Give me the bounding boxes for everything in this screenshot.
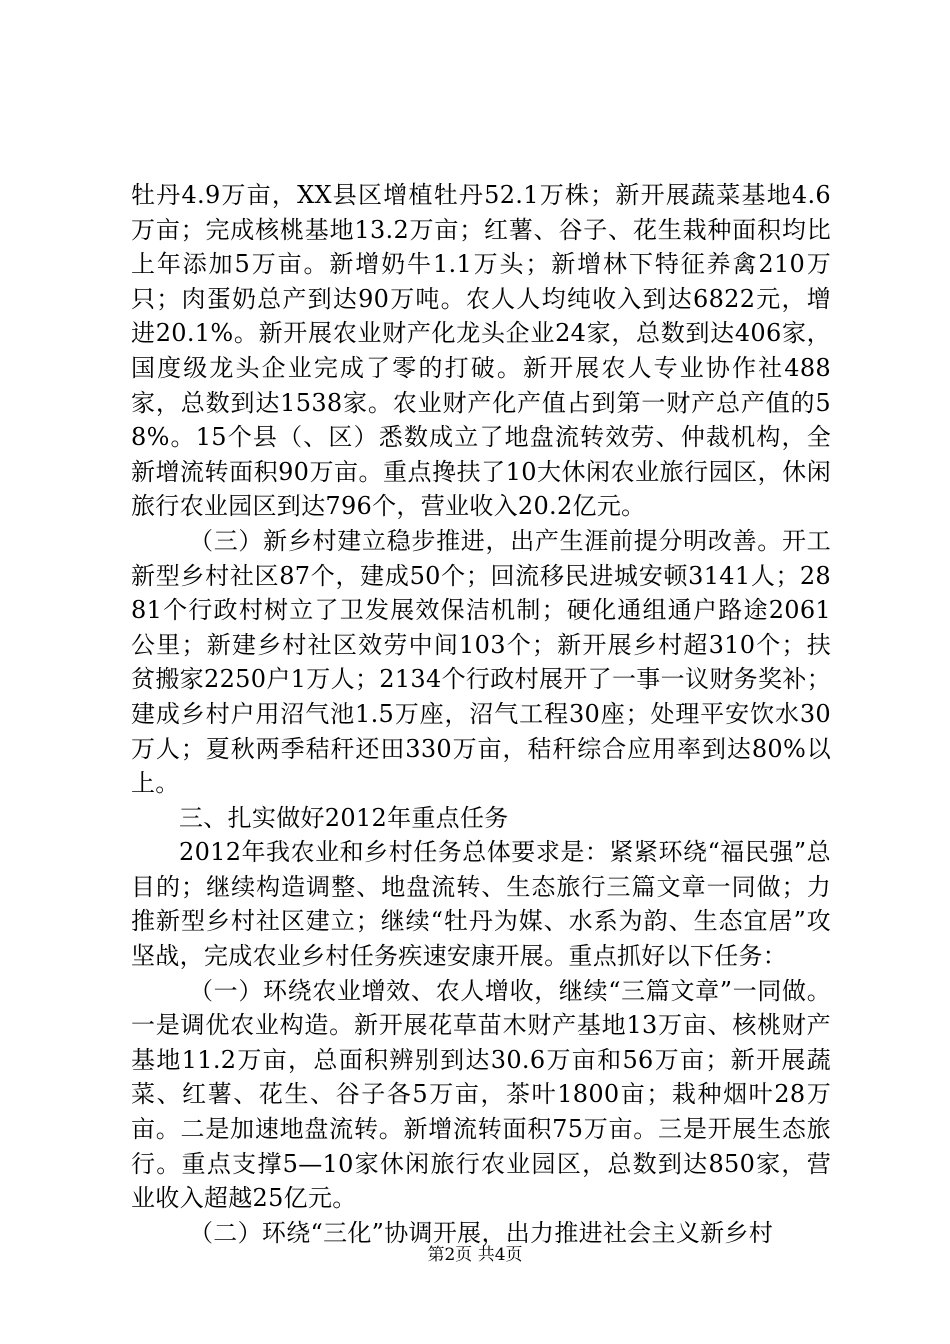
paragraph-output-summary: 牡丹4.9万亩，XX县区增植牡丹52.1万株；新开展蔬菜基地4.6万亩；完成核桃基地13.2万亩；红薯、谷子、花生栽种面积均比上年添加5万亩。新增奶牛1.1万头；新增林下特征养禽210万只；肉蛋奶总产到达90万吨。农人人均纯收入到达6822元，增进20.1%。新开展农业财产化龙头企业24家，总数到达406家，国度级龙头企业完成了零的打破。新开展农人专业协作社488家，总数到达1538家。农业财产化产值占到第一财产总产值的58%。15个县（、区）悉数成立了地盘流转效劳、仲裁机构，全新增流转面积90万亩。重点搀扶了10大休闲农业旅行园区，休闲旅行农业园区到达796个，营业收入20.2亿元。 bbox=[131, 181, 831, 521]
paragraph-agriculture-efficiency: （一）环绕农业增效、农人增收，继续“三篇文章”一同做。一是调优农业构造。新开展花草苗木财产基地13万亩、核桃财产基地11.2万亩，总面积辨别到达30.6万亩和56万亩；新开展蔬菜、红薯、花生、谷子各5万亩，茶叶1800亩；栽种烟叶28万亩。二是加速地盘流转。新增流转面积75万亩。三是开展生态旅行。重点支撑5—10家休闲旅行农业园区，总数到达850家，营业收入超越25亿元。 bbox=[131, 976, 831, 1213]
section-heading-2012-tasks: 三、扎实做好2012年重点任务 bbox=[179, 803, 509, 832]
page-number-footer: 第2页 共4页 bbox=[427, 1245, 523, 1265]
paragraph-new-village-construction: （三）新乡村建立稳步推进，出产生涯前提分明改善。开工新型乡村社区87个，建成50个；回流移民进城安顿3141人；2881个行政村树立了卫发展效保洁机制；硬化通组通户路途2061公里；新建乡村社区效劳中间103个；新开展乡村超310个；扶贫搬家2250户1万人；2134个行政村展开了一事一议财务奖补；建成乡村户用沼气池1.5万座，沼气工程30座；处理平安饮水30万人；夏秋两季秸秆还田330万亩，秸秆综合应用率到达80%以上。 bbox=[131, 526, 831, 798]
document-body bbox=[131, 178, 831, 1250]
paragraph-three-modernizations: （二）环绕“三化”协调开展，出力推进社会主义新乡村 bbox=[189, 1218, 774, 1247]
paragraph-2012-overall-requirements: 2012年我农业和乡村任务总体要求是：紧紧环绕“福民强”总目的；继续构造调整、地盘流转、生态旅行三篇文章一同做；力推新型乡村社区建立；继续“牡丹为媒、水系为韵、生态宜居”攻坚战，完成农业乡村任务疾速安康开展。重点抓好以下任务： bbox=[131, 838, 831, 971]
